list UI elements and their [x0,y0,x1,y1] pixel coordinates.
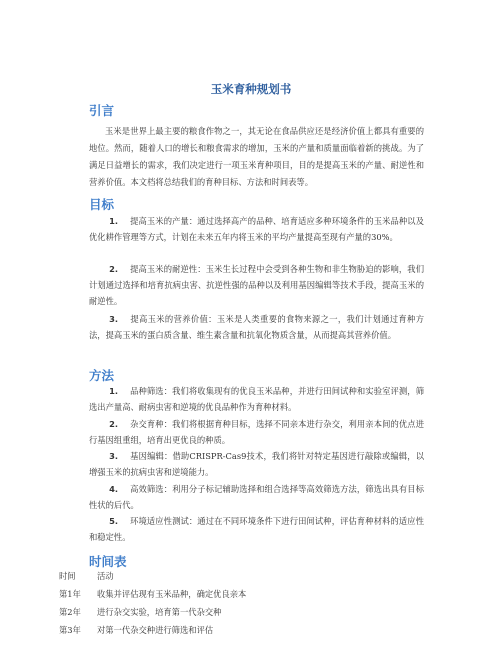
intro-paragraph: 玉米是世界上最主要的粮食作物之一，其无论在食品供应还是经济价值上都具有重要的地位。然而，随着人口的增长和粮食需求的增加，玉米的产量和质量面临着新的挑战。为了满足日益增长的需求，我们决定进行一项玉米育种项目，目的是提高玉米的产量、耐逆性和营养价值。本文档将总结我们的育种目标、方法和时间表等。 [89,126,424,187]
method-text: 基因编辑：借助CRISPR-Cas9技术，我们将针对特定基因进行敲除或编辑，以增强玉米的抗病虫害和逆境能力。 [89,451,424,477]
cell-time: 第2年 [59,607,81,617]
document-title: 玉米育种规划书 [210,82,292,96]
method-text: 品种筛选：我们将收集现有的优良玉米品种，并进行田间试种和实验室评测，筛选出产量高、耐病虫害和逆境的优良品种作为育种材料。 [89,386,424,412]
method-item-1 [89,383,424,415]
method-number: 2. [109,419,118,429]
goal-item-3 [89,311,424,343]
method-item-2 [89,416,424,448]
table-row [59,585,246,603]
goal-number: 2. [109,264,118,274]
method-number: 4. [109,484,118,494]
cell-activity: 收集并评估现有玉米品种，确定优良亲本 [97,589,247,599]
method-number: 3. [109,451,118,461]
schedule-table [59,567,246,639]
table-header-row [59,567,246,585]
method-text: 环境适应性测试：通过在不同环境条件下进行田间试种，评估育种材料的适应性和稳定性。 [89,516,424,542]
cell-time: 第3年 [59,625,81,635]
method-number: 5. [109,516,118,526]
goal-item-2 [89,261,424,309]
cell-activity: 进行杂交实验，培育第一代杂交种 [97,607,222,617]
cell-time: 第1年 [59,589,81,599]
goal-text: 提高玉米的耐逆性：玉米生长过程中会受到各种生物和非生物胁迫的影响，我们计划通过选择和培育抗病虫害、抗逆性强的品种以及利用基因编辑等技术手段，提高玉米的耐逆性。 [89,264,424,306]
schedule-heading: 时间表 [89,554,127,569]
method-item-4 [89,481,424,513]
goal-number: 1. [109,216,118,226]
goal-item-1 [89,213,424,245]
goal-text: 提高玉米的营养价值：玉米是人类重要的食物来源之一，我们计划通过育种方法，提高玉米的蛋白质含量、维生素含量和抗氧化物质含量，从而提高其营养价值。 [89,314,424,340]
goals-heading: 目标 [89,197,115,212]
method-text: 杂交育种：我们将根据育种目标，选择不同亲本进行杂交，利用亲本间的优点进行基因组重组，培育出更优良的种质。 [89,419,424,445]
intro-heading: 引言 [89,103,115,118]
goal-number: 3. [109,314,118,324]
table-row [59,603,246,621]
column-header-time: 时间 [59,571,76,581]
method-item-3 [89,448,424,480]
table-row [59,621,246,639]
method-text: 高效筛选：利用分子标记辅助选择和组合选择等高效筛选方法，筛选出具有目标性状的后代。 [89,484,424,510]
cell-activity: 对第一代杂交种进行筛选和评估 [97,625,214,635]
methods-heading: 方法 [89,368,115,383]
goal-text: 提高玉米的产量：通过选择高产的品种、培育适应多种环境条件的玉米品种以及优化耕作管理等方式，计划在未来五年内将玉米的平均产量提高至现有产量的30%。 [89,216,424,242]
column-header-activity: 活动 [97,571,114,581]
method-item-5 [89,513,424,545]
method-number: 1. [109,386,118,396]
